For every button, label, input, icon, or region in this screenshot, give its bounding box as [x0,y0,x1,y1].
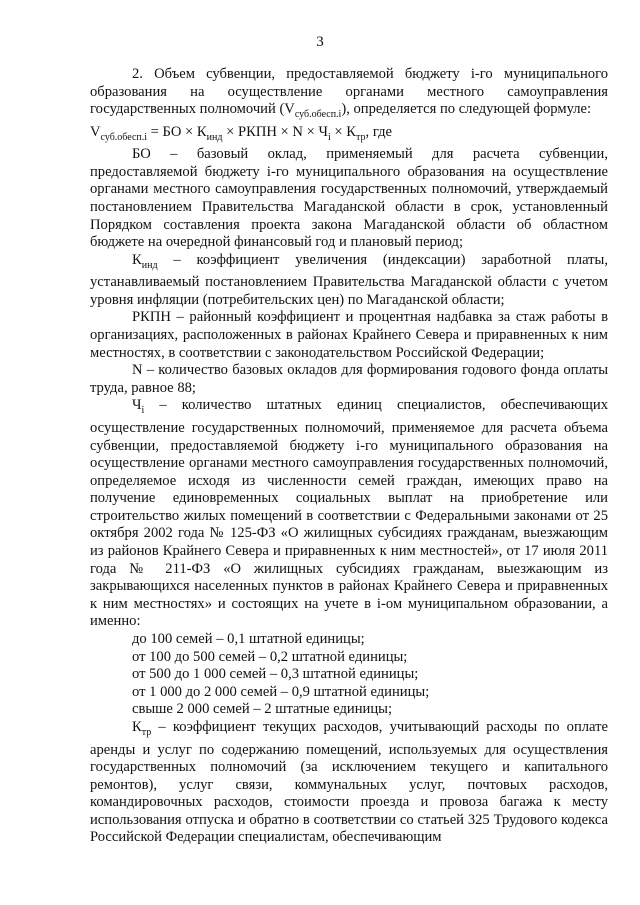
list-item: от 100 до 500 семей – 0,2 штатной единицы; [132,648,408,665]
paragraph-base-salaries-count: N – количество базовых окладов для формирования годового фонда оплаты труда, равное 88; [90,362,608,396]
paragraph-regional-coefficient: РКПН – районный коэффициент и процентная надбавка за стаж работы в организациях, расположенных в районах Крайнего Севера и приравненных к ним местностях, в соответствии с законодательством Российской Федерации; [90,309,608,361]
list-item: до 100 семей – 0,1 штатной единицы; [132,631,365,648]
list-item: от 500 до 1 000 семей – 0,3 штатной единицы; [132,666,419,683]
paragraph-subvention-volume: 2. Объем субвенции, предоставляемой бюджету i-го муниципального образования на осуществление органами местного самоуправления государственных полномочий $(V_{суб.обесп.i})$, определяется по следующей формуле: [90,66,608,121]
paragraph-base-salary: БО – базовый оклад, применяемый для расчета субвенции, предоставляемой бюджету i-го муниципального образования на осуществление органами местного самоуправления государственных полномочий, утверждаемый постановлением Правительства Магаданской области в срок, установленный Порядком составления проекта закона Магаданской области об областном бюджете на очередной финансовый год и плановый период; [90,146,608,251]
list-item: свыше 2 000 семей – 2 штатные единицы; [132,701,393,718]
formula: $V_{суб.обесп.i}$ = БО × $К_{инд}$ × РКПН × $N \times Ч_i \times К_{тр}$, где [90,123,392,143]
paragraph-staff-units: $Ч_i$ – количество штатных единиц специалистов, обеспечивающих осуществление государственных полномочий, применяемое для расчета объема субвенции, предоставляемой бюджету i-го муниципального образования на осуществление органами местного самоуправления государственных полномочий, определяемое исходя из численности семей граждан, имеющих право на получение единовременных социальных выплат на приобретение или строительство жилых помещений в соответствии с Федеральными законами от 25 октября 2002 года № 125-ФЗ «О жилищных субсидиях гражданам, выезжающим из районов Крайнего Севера и приравненных к ним местностей», от 17 июля 2011 года № 211-ФЗ «О жилищных субсидиях гражданам, выезжающим из закрывающихся населенных пунктов в районах Крайнего Севера и приравненных к ним местностях» и состоящих на учете в i-ом муниципальном образовании, а именно: [90,397,608,630]
staff-units-list [90,631,608,719]
paragraph-current-expenses-coefficient: $К_{тр}$ – коэффициент текущих расходов, учитывающий расходы по оплате аренды и услуг по содержанию помещений, используемых для осуществления государственных полномочий (за исключением текущего и капитального ремонтов), услуг связи, коммунальных услуг, почтовых расходов, командировочных расходов, стоимости проезда и провоза багажа к месту использования отпуска и обратно в соответствии со статьей 325 Трудового кодекса Российской Федерации специалистам, обеспечивающим [90,719,608,846]
page-number: 3 [316,34,324,50]
list-item: от 1 000 до 2 000 семей – 0,9 штатной единицы; [132,683,430,700]
document-body [90,66,608,847]
paragraph-indexation-coefficient: $К_{инд}$ – коэффициент увеличения (индексации) заработной платы, устанавливаемый постановлением Правительства Магаданской области с учетом уровня инфляции (потребительских цен) по Магаданской области; [90,251,608,308]
